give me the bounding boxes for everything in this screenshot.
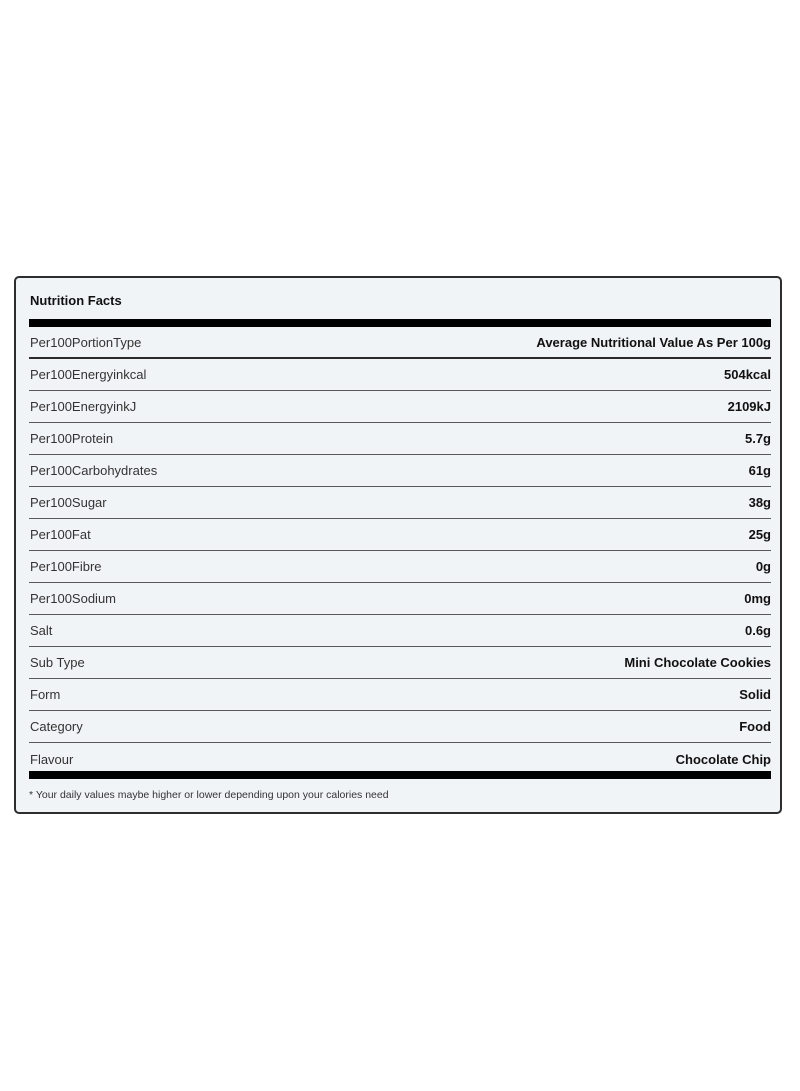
row-value: Mini Chocolate Cookies [624, 655, 771, 670]
row-label: Flavour [30, 751, 74, 767]
table-row [29, 359, 771, 391]
panel-title: Nutrition Facts [30, 293, 122, 308]
row-label: Per100Energyinkcal [30, 367, 147, 382]
nutrition-table [29, 327, 771, 775]
row-value: 0mg [744, 591, 771, 606]
table-row [29, 679, 771, 711]
bottom-divider [29, 771, 771, 779]
row-label: Per100Sodium [30, 591, 116, 606]
table-row [29, 327, 771, 359]
row-label: Per100EnergyinkJ [30, 399, 137, 414]
row-label: Per100Carbohydrates [30, 463, 158, 478]
row-value: Food [739, 719, 771, 734]
footnote: * Your daily values maybe higher or lower depending upon your calories need [29, 789, 389, 801]
row-value: 61g [748, 463, 771, 478]
row-label: Sub Type [30, 655, 85, 670]
table-row [29, 711, 771, 743]
row-value: Solid [739, 687, 771, 702]
table-row [29, 615, 771, 647]
table-row [29, 647, 771, 679]
row-label: Category [30, 719, 83, 734]
row-value: 504kcal [724, 367, 771, 382]
table-row [29, 391, 771, 423]
row-value: Average Nutritional Value As Per 100g [536, 334, 771, 350]
row-value: Chocolate Chip [675, 751, 771, 767]
row-label: Form [30, 687, 61, 702]
row-value: 5.7g [744, 431, 771, 446]
row-value: 25g [748, 527, 771, 542]
row-value: 0g [755, 559, 771, 574]
row-label: Per100Fat [30, 527, 91, 542]
top-divider [29, 319, 771, 327]
table-row [29, 519, 771, 551]
table-row [29, 583, 771, 615]
nutrition-facts-panel [14, 276, 782, 814]
row-label: Per100PortionType [30, 334, 142, 350]
row-label: Per100Sugar [30, 495, 107, 510]
row-value: 38g [748, 495, 771, 510]
table-row [29, 455, 771, 487]
row-label: Salt [30, 623, 53, 638]
row-label: Per100Protein [30, 431, 114, 446]
table-row [29, 487, 771, 519]
row-label: Per100Fibre [30, 559, 102, 574]
table-row [29, 551, 771, 583]
row-value: 2109kJ [727, 399, 771, 414]
table-row [29, 423, 771, 455]
row-value: 0.6g [744, 623, 771, 638]
